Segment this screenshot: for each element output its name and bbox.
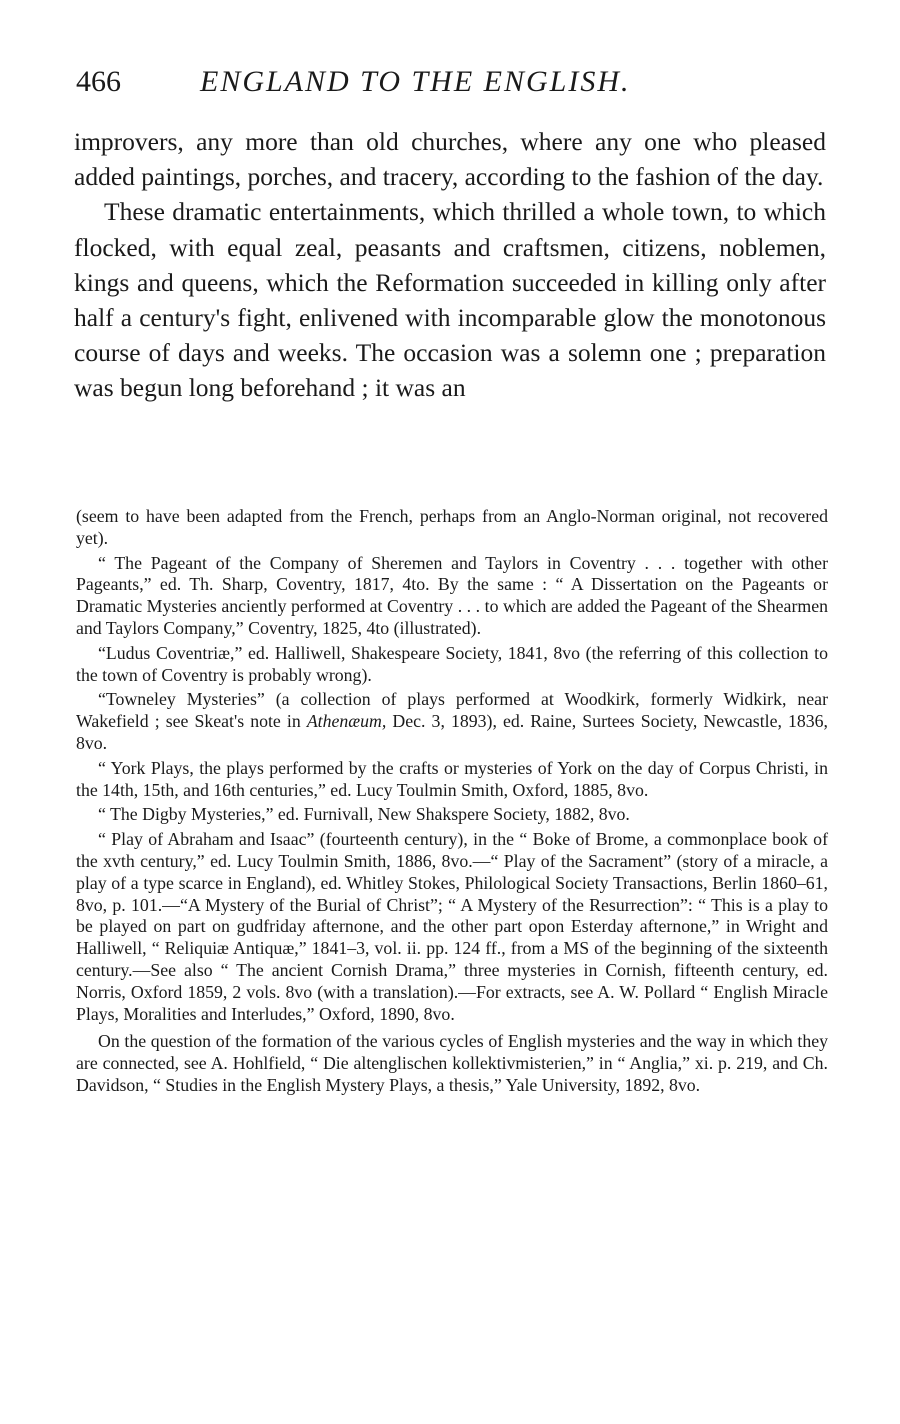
footnote-towneley-text-end: Dec. 3, 1893), ed. Raine, Surtees Society, Newcastle, 1836, 8vo. xyxy=(76,711,828,753)
footnote-abraham-isaac: “ Play of Abraham and Isaac” (fourteenth century), in the “ Boke of Brome, a commonplace book of the xvth century,” ed. Lucy Toulmin Smith, 1886, 8vo.—“ Play of the Sacrament” (story of a miracle, a play of a type scarce in England), ed. Whitley Stokes, Philological Society Transactions, Berlin 1860–61, 8vo, p. 101.—“A Mystery of the Burial of Christ”; “ A Mystery of the Resurrection”: “ This is a play to be played on part on gudfriday afternone, and the other part opon Esterday afternone,” in Wright and Halliwell, “ Reliquiæ Antiquæ,” 1841–3, vol. ii. pp. 124 ff., from a MS of the beginning of the sixteenth century.—See also “ The ancient Cornish Drama,” three mysteries in Cornish, fifteenth century, ed. Norris, Oxford 1859, 2 vols. 8vo (with a translation).—For extracts, see A. W. Pollard “ English Miracle Plays, Moralities and Interludes,” Oxford, 1890, 8vo. xyxy=(76,829,828,1024)
athenaeum-title: Athenæum, xyxy=(306,711,387,732)
footnote-digby-mysteries: “ The Digby Mysteries,” ed. Furnivall, New Shakspere Society, 1882, 8vo. xyxy=(98,804,630,825)
footnotes xyxy=(76,506,828,1100)
page-header xyxy=(76,62,836,102)
footnote-continued: (seem to have been adapted from the French, perhaps from an Anglo-Norman original, not recovered yet). xyxy=(76,506,828,548)
paragraph-continued: improvers, any more than old churches, where any one who pleased added paintings, porches, and tracery, according to the fashion of the day. xyxy=(74,127,826,192)
running-title: ENGLAND TO THE ENGLISH. xyxy=(200,65,631,98)
footnote-ludus-coventriae: “Ludus Coventriæ,” ed. Halliwell, Shakespeare Society, 1841, 8vo (the referring of this collection to the town of Coventry is probably wrong). xyxy=(76,642,828,685)
footnote-york-plays: “ York Plays, the plays performed by the crafts or mysteries of York on the day of Corpus Christi, in the 14th, 15th, and 16th centuries,” ed. Lucy Toulmin Smith, Oxford, 1885, 8vo. xyxy=(76,757,828,800)
footnote-towneley-text: “Towneley Mysteries” (a collection of plays performed at Woodkirk, formerly Widkirk, near Wakefield ; see Skeat's note in xyxy=(76,689,828,732)
footnote-formation-of-cycles: On the question of the formation of the various cycles of English mysteries and the way in which they are connected, see A. Hohlfield, “ Die altenglischen kollektivmisterien,” in “ Anglia,” xi. p. 219, and Ch. Davidson, “ Studies in the English Mystery Plays, a thesis,” Yale University, 1892, 8vo. xyxy=(76,1031,828,1095)
page-number: 466 xyxy=(76,65,121,98)
paragraph-dramatic-entertainments: These dramatic entertainments, which thrilled a whole town, to which flocked, with equal zeal, peasants and craftsmen, citizens, noblemen, kings and queens, which the Reformation succeeded in killing only after half a century's fight, enlivened with incomparable glow the monotonous course of days and weeks. The occasion was a solemn one ; preparation was begun long beforehand ; it was an xyxy=(74,197,826,403)
main-text xyxy=(74,124,826,406)
footnote-towneley-mysteries xyxy=(76,689,828,754)
footnote-coventry-pageant: “ The Pageant of the Company of Sheremen and Taylors in Coventry . . . together with other Pageants,” ed. Th. Sharp, Coventry, 1817, 4to. By the same : “ A Dissertation on the Pageants or Dramatic Mysteries anciently performed at Coventry . . . to which are added the Pageant of the Shearmen and Taylors Company,” Coventry, 1825, 4to (illustrated). xyxy=(76,552,828,638)
